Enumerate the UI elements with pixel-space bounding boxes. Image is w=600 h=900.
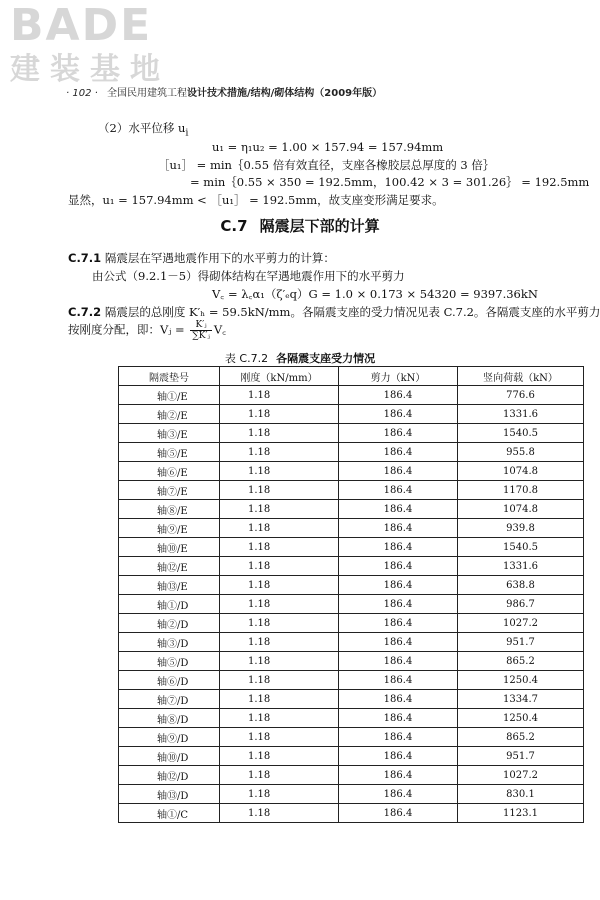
- table-cell: 轴⑤/D: [119, 652, 220, 671]
- table-cell: 1.18: [220, 709, 339, 728]
- col-header: 刚度（kN/mm）: [220, 367, 339, 386]
- table-cell: 1074.8: [458, 462, 584, 481]
- section-title: C.7 隔震层下部的计算: [220, 217, 380, 235]
- table-cell: 1.18: [220, 614, 339, 633]
- table-cell: 955.8: [458, 443, 584, 462]
- table-cell: 186.4: [339, 500, 458, 519]
- table-row: [119, 519, 584, 538]
- table-cell: 186.4: [339, 690, 458, 709]
- col-header: 剪力（kN）: [339, 367, 458, 386]
- table-cell: 1331.6: [458, 557, 584, 576]
- clause-c71: C.7.1 隔震层在罕遇地震作用下的水平剪力的计算：: [68, 251, 335, 265]
- table-cell: 951.7: [458, 633, 584, 652]
- table-cell: 轴②/E: [119, 405, 220, 424]
- table-cell: 186.4: [339, 481, 458, 500]
- table-row: [119, 785, 584, 804]
- table-cell: 1.18: [220, 519, 339, 538]
- table-cell: 865.2: [458, 652, 584, 671]
- table-cell: 1123.1: [458, 804, 584, 823]
- table-cell: 186.4: [339, 519, 458, 538]
- table-row: [119, 462, 584, 481]
- table-row: [119, 804, 584, 823]
- table-row: [119, 500, 584, 519]
- table-cell: 轴⑬/D: [119, 785, 220, 804]
- table-cell: 186.4: [339, 785, 458, 804]
- table-cell: 1.18: [220, 595, 339, 614]
- table-row: [119, 481, 584, 500]
- table-cell: 638.8: [458, 576, 584, 595]
- table-row: [119, 557, 584, 576]
- table-cell: 轴⑩/E: [119, 538, 220, 557]
- table-caption: 表 C.7.2 各隔震支座受力情况: [224, 352, 376, 365]
- table-cell: 186.4: [339, 766, 458, 785]
- table-cell: 939.8: [458, 519, 584, 538]
- table-cell: 186.4: [339, 595, 458, 614]
- table-cell: 轴①/E: [119, 386, 220, 405]
- item2-heading: （2）水平位移 $u_i$: [98, 121, 189, 139]
- table-cell: 186.4: [339, 557, 458, 576]
- table-cell: 轴⑨/D: [119, 728, 220, 747]
- table-cell: 轴⑫/E: [119, 557, 220, 576]
- equation-2: ［u₁］ = min｛0.55 倍有效直径，支座各橡胶层总厚度的 3 倍｝: [158, 158, 495, 172]
- table-cell: 轴②/D: [119, 614, 220, 633]
- table-cell: 186.4: [339, 709, 458, 728]
- table-cell: 轴③/E: [119, 424, 220, 443]
- table-cell: 1540.5: [458, 538, 584, 557]
- table-row: [119, 405, 584, 424]
- clause-c71-line2: 由公式（9.2.1－5）得砌体结构在罕遇地震作用下的水平剪力: [92, 269, 405, 283]
- table-cell: 轴⑥/D: [119, 671, 220, 690]
- table-row: [119, 576, 584, 595]
- equation-3: = min｛0.55 × 350 = 192.5mm，100.42 × 3 = 301.26｝ = 192.5mm: [190, 175, 590, 189]
- table-cell: 186.4: [339, 443, 458, 462]
- table-cell: 轴③/D: [119, 633, 220, 652]
- table-cell: 1.18: [220, 424, 339, 443]
- clause-c72-formula: 按刚度分配，即：Vⱼ = $\frac{\text{K′ⱼ}}{\text{∑K′ⱼ}}$ V꜀: [68, 320, 227, 341]
- table-row: [119, 690, 584, 709]
- table-row: [119, 652, 584, 671]
- table-cell: 776.6: [458, 386, 584, 405]
- table-cell: 1.18: [220, 386, 339, 405]
- table-cell: 轴⑧/D: [119, 709, 220, 728]
- table-cell: 轴⑥/E: [119, 462, 220, 481]
- watermark-brand: BADE: [10, 0, 153, 51]
- bearing-force-table: [118, 366, 584, 823]
- table-row: [119, 443, 584, 462]
- table-cell: 186.4: [339, 386, 458, 405]
- equation-1: u₁ = η₁u₂ = 1.00 × 157.94 = 157.94mm: [212, 140, 444, 154]
- table-cell: 951.7: [458, 747, 584, 766]
- table-cell: 轴⑩/D: [119, 747, 220, 766]
- table-cell: 1170.8: [458, 481, 584, 500]
- table-cell: 186.4: [339, 747, 458, 766]
- table-header-row: [119, 367, 584, 386]
- table-cell: 1.18: [220, 462, 339, 481]
- table-cell: 186.4: [339, 462, 458, 481]
- page-number: · 102 ·: [66, 88, 98, 99]
- conclusion-text: 显然，u₁ = 157.94mm < ［u₁］ = 192.5mm，故支座变形满足要求。: [68, 193, 444, 207]
- table-cell: 1540.5: [458, 424, 584, 443]
- table-cell: 186.4: [339, 728, 458, 747]
- table-cell: 轴⑬/E: [119, 576, 220, 595]
- table-cell: 1.18: [220, 538, 339, 557]
- clause-c72: C.7.2 隔震层的总刚度 K′ₕ = 59.5kN/mm。各隔震支座的受力情况见表 C.7.2。各隔震支座的水平剪力: [68, 305, 600, 319]
- table-cell: 1334.7: [458, 690, 584, 709]
- table-cell: 830.1: [458, 785, 584, 804]
- col-header: 竖向荷载（kN）: [458, 367, 584, 386]
- table-row: [119, 386, 584, 405]
- table-row: [119, 614, 584, 633]
- table-row: [119, 671, 584, 690]
- table-cell: 1.18: [220, 557, 339, 576]
- col-header: 隔震垫号: [119, 367, 220, 386]
- table-cell: 轴⑤/E: [119, 443, 220, 462]
- table-cell: 轴⑧/E: [119, 500, 220, 519]
- series-title: 全国民用建筑工程: [107, 88, 187, 99]
- table-cell: 1.18: [220, 804, 339, 823]
- table-cell: 轴⑫/D: [119, 766, 220, 785]
- table-cell: 986.7: [458, 595, 584, 614]
- table-cell: 1250.4: [458, 671, 584, 690]
- running-head: [66, 84, 382, 99]
- table-cell: 1.18: [220, 652, 339, 671]
- table-cell: 1.18: [220, 766, 339, 785]
- stiffness-fraction: $\frac{\text{K′ⱼ}}{\text{∑K′ⱼ}}$: [192, 320, 210, 341]
- table-cell: 186.4: [339, 576, 458, 595]
- book-title: 设计技术措施/结构/砌体结构（2009年版）: [187, 88, 383, 99]
- table-row: [119, 766, 584, 785]
- table-cell: 1074.8: [458, 500, 584, 519]
- table-cell: 1.18: [220, 500, 339, 519]
- table-cell: 1.18: [220, 728, 339, 747]
- table-cell: 轴⑦/E: [119, 481, 220, 500]
- table-cell: 1250.4: [458, 709, 584, 728]
- watermark-cn: 建装基地: [10, 52, 170, 87]
- table-row: [119, 424, 584, 443]
- table-cell: 186.4: [339, 405, 458, 424]
- table-cell: 1027.2: [458, 766, 584, 785]
- table-cell: 1.18: [220, 633, 339, 652]
- watermark-logo: [10, 0, 170, 87]
- table-cell: 1027.2: [458, 614, 584, 633]
- table-cell: 1.18: [220, 405, 339, 424]
- table-row: [119, 538, 584, 557]
- table-cell: 1331.6: [458, 405, 584, 424]
- table-cell: 1.18: [220, 481, 339, 500]
- table-cell: 1.18: [220, 576, 339, 595]
- table-cell: 轴⑦/D: [119, 690, 220, 709]
- table-cell: 865.2: [458, 728, 584, 747]
- clause-c71-equation: V꜀ = λ꜀α₁（ζ′ₑq）G = 1.0 × 0.173 × 54320 = 9397.36kN: [212, 287, 538, 301]
- table-row: [119, 747, 584, 766]
- table-cell: 186.4: [339, 804, 458, 823]
- table-row: [119, 595, 584, 614]
- table-cell: 186.4: [339, 633, 458, 652]
- table-cell: 1.18: [220, 671, 339, 690]
- table-cell: 轴①/D: [119, 595, 220, 614]
- table-cell: 186.4: [339, 652, 458, 671]
- table-cell: 186.4: [339, 614, 458, 633]
- table-cell: 186.4: [339, 538, 458, 557]
- table-row: [119, 728, 584, 747]
- table-cell: 轴①/C: [119, 804, 220, 823]
- table-cell: 1.18: [220, 785, 339, 804]
- table-row: [119, 709, 584, 728]
- table-cell: 1.18: [220, 443, 339, 462]
- table-cell: 轴⑨/E: [119, 519, 220, 538]
- table-cell: 1.18: [220, 747, 339, 766]
- table-row: [119, 633, 584, 652]
- table-cell: 186.4: [339, 671, 458, 690]
- table-cell: 186.4: [339, 424, 458, 443]
- table-cell: 1.18: [220, 690, 339, 709]
